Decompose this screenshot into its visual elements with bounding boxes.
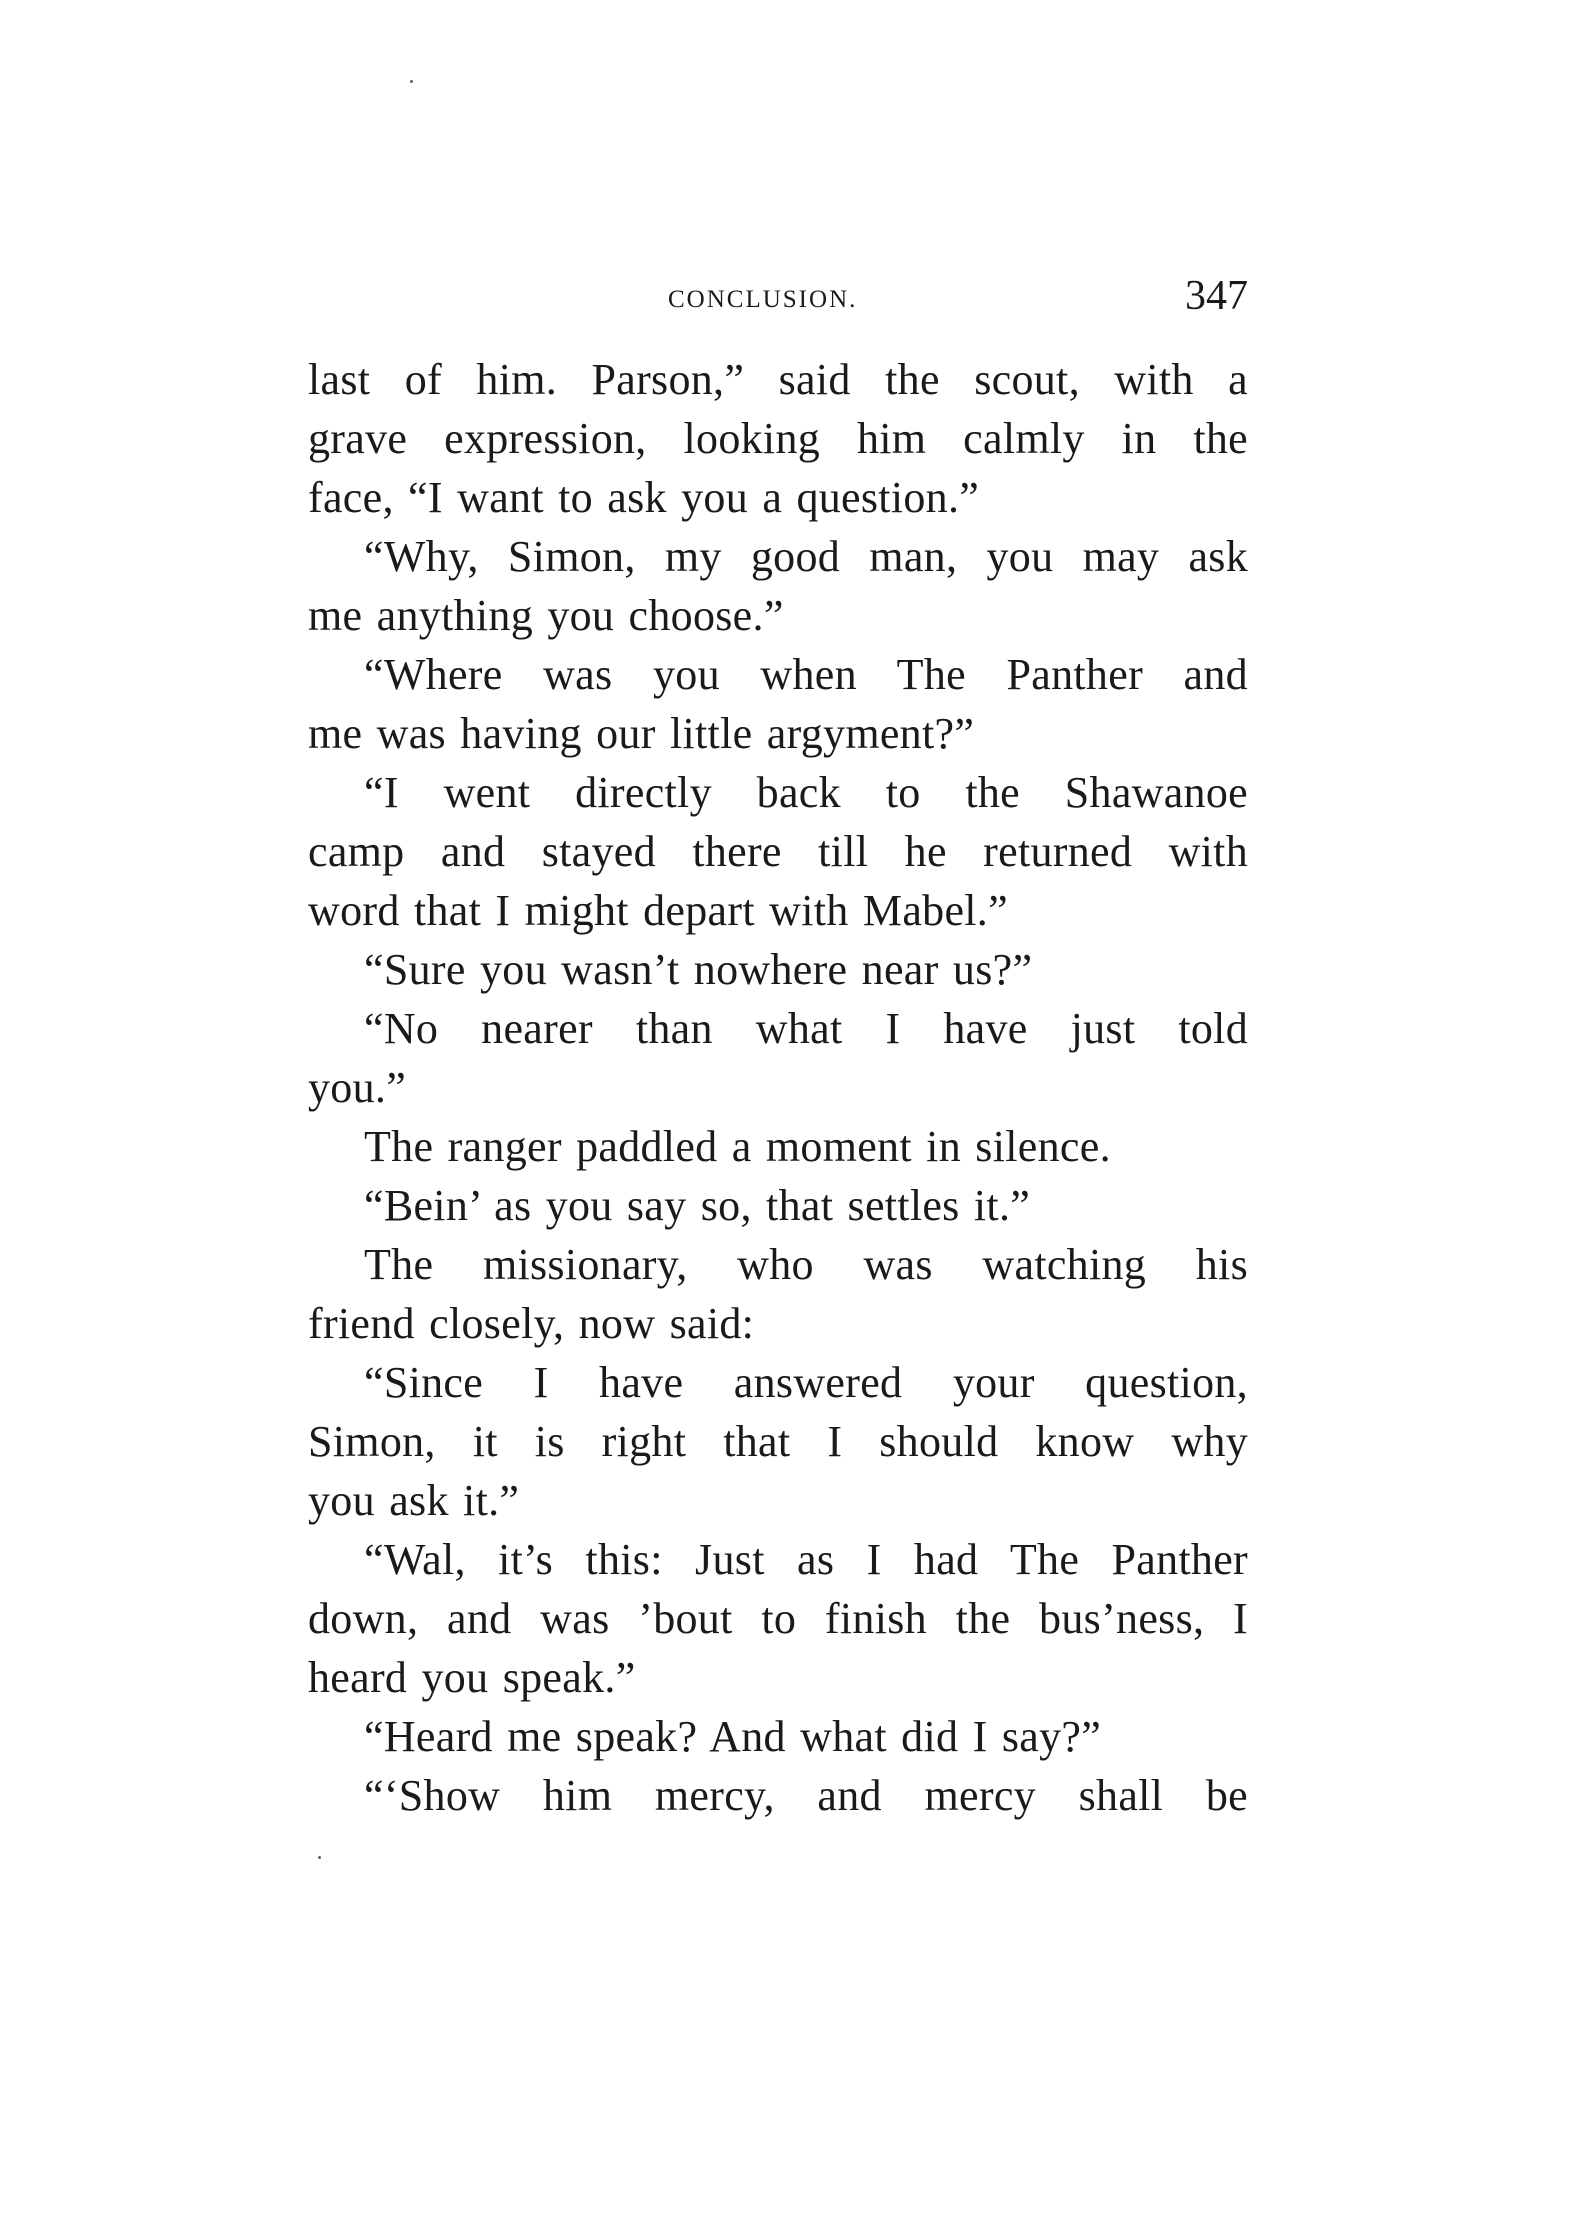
page-header bbox=[308, 268, 1248, 328]
text-line: “Where was you when The Panther and bbox=[364, 650, 1248, 699]
text-line: down, and was ’bout to finish the bus’ness, I bbox=[308, 1594, 1248, 1643]
page-speck bbox=[410, 80, 413, 83]
text-line: grave expression, looking him calmly in the bbox=[308, 414, 1248, 463]
text-line: “Why, Simon, my good man, you may ask bbox=[364, 532, 1248, 581]
body-text bbox=[308, 350, 1248, 1825]
text-line: me was having our little argyment?” bbox=[308, 709, 975, 758]
text-line: “Sure you wasn’t nowhere near us?” bbox=[364, 945, 1033, 994]
text-line: Simon, it is right that I should know why bbox=[308, 1417, 1248, 1466]
text-line: “Heard me speak? And what did I say?” bbox=[364, 1712, 1102, 1761]
text-line: camp and stayed there till he returned with bbox=[308, 827, 1248, 876]
text-line: face, “I want to ask you a question.” bbox=[308, 473, 980, 522]
text-line: word that I might depart with Mabel.” bbox=[308, 886, 1008, 935]
text-line: “No nearer than what I have just told bbox=[364, 1004, 1248, 1053]
text-line: The ranger paddled a moment in silence. bbox=[364, 1122, 1111, 1171]
text-line: you ask it.” bbox=[308, 1476, 520, 1525]
page-speck bbox=[318, 1856, 321, 1859]
text-line: The missionary, who was watching his bbox=[364, 1240, 1248, 1289]
text-line: “I went directly back to the Shawanoe bbox=[364, 768, 1248, 817]
text-line: “‘Show him mercy, and mercy shall be bbox=[364, 1771, 1248, 1820]
text-line: heard you speak.” bbox=[308, 1653, 636, 1702]
text-line: “Since I have answered your question, bbox=[364, 1358, 1248, 1407]
running-head: CONCLUSION. bbox=[668, 286, 858, 313]
text-line: me anything you choose.” bbox=[308, 591, 784, 640]
text-line: “Bein’ as you say so, that settles it.” bbox=[364, 1181, 1031, 1230]
text-line: last of him. Parson,” said the scout, with a bbox=[308, 355, 1248, 404]
page-number: 347 bbox=[1185, 273, 1248, 319]
text-line: “Wal, it’s this: Just as I had The Panther bbox=[364, 1535, 1248, 1584]
text-line: you.” bbox=[308, 1063, 407, 1112]
text-line: friend closely, now said: bbox=[308, 1299, 755, 1348]
